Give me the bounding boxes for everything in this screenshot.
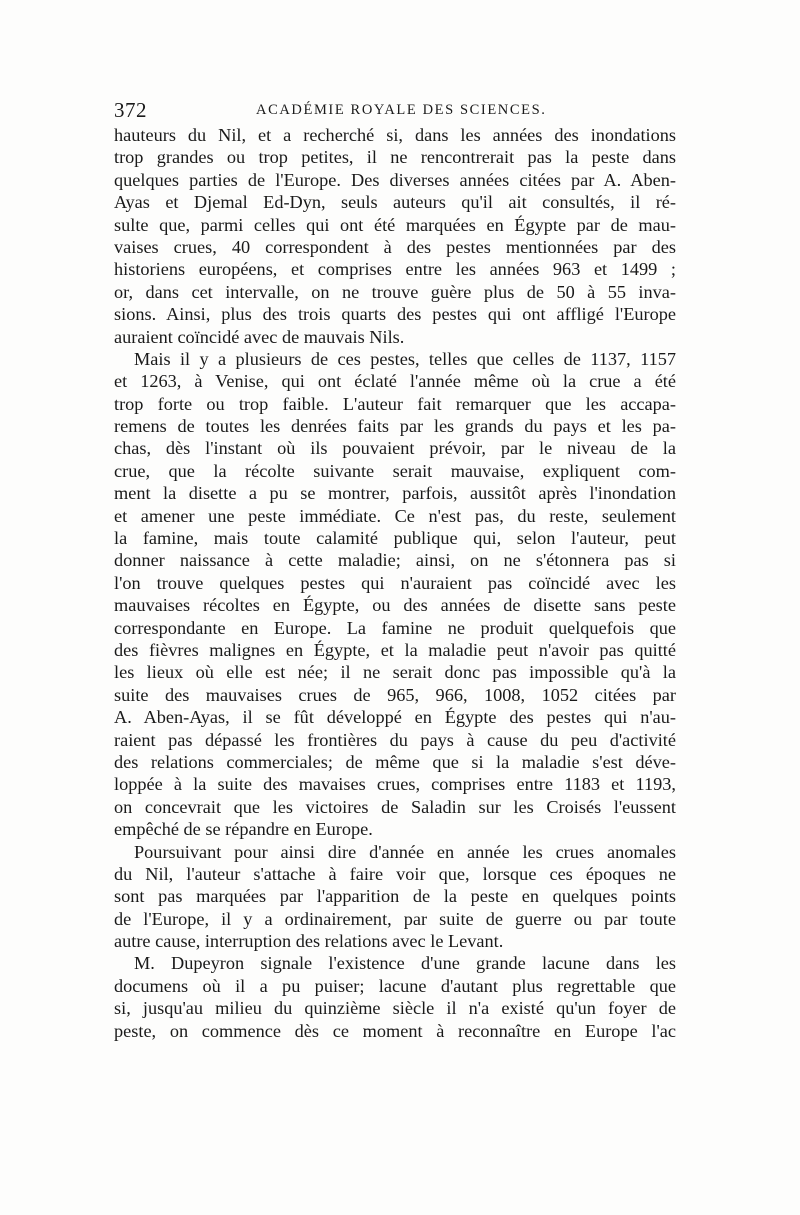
text-line: des relations commerciales; de même que si la maladie s'est déve- bbox=[114, 751, 676, 772]
page-header bbox=[114, 98, 674, 126]
text-line: Ayas et Djemal Ed-Dyn, seuls auteurs qu'il ait consultés, il ré- bbox=[114, 192, 676, 213]
text-line: quelques parties de l'Europe. Des diverses années citées par A. Aben- bbox=[114, 169, 676, 190]
page-number: 372 bbox=[114, 98, 147, 122]
text-line: sulte que, parmi celles qui ont été marquées en Égypte par de mau- bbox=[114, 214, 676, 235]
text-line: donner naissance à cette maladie; ainsi, on ne s'étonnera pas si bbox=[114, 550, 676, 571]
text-line: or, dans cet intervalle, on ne trouve guère plus de 50 à 55 inva- bbox=[114, 281, 676, 302]
paragraph-end-line: empêché de se répandre en Europe. bbox=[114, 819, 373, 840]
text-line: si, jusqu'au milieu du quinzième siècle il n'a existé qu'un foyer de bbox=[114, 998, 676, 1019]
text-line: mauvaises récoltes en Égypte, ou des années de disette sans peste bbox=[114, 595, 676, 616]
text-line: historiens européens, et comprises entre les années 963 et 1499 ; bbox=[114, 259, 676, 280]
text-line: l'on trouve quelques pestes qui n'auraient pas coïncidé avec les bbox=[114, 572, 676, 593]
text-line: loppée à la suite des mavaises crues, comprises entre 1183 et 1193, bbox=[114, 774, 676, 795]
text-line: et 1263, à Venise, qui ont éclaté l'année même où la crue a été bbox=[114, 371, 676, 392]
text-line: A. Aben-Ayas, il se fût développé en Égypte des pestes qui n'au- bbox=[114, 707, 676, 728]
text-line: sont pas marquées par l'apparition de la peste en quelques points bbox=[114, 886, 676, 907]
text-line: sions. Ainsi, plus des trois quarts des pestes qui ont affligé l'Europe bbox=[114, 304, 676, 325]
paragraph-start-line: Mais il y a plusieurs de ces pestes, telles que celles de 1137, 1157 bbox=[134, 348, 676, 369]
text-line: trop grandes ou trop petites, il ne rencontrerait pas la peste dans bbox=[114, 147, 676, 168]
text-line: et amener une peste immédiate. Ce n'est pas, du reste, seulement bbox=[114, 505, 676, 526]
text-line: raient pas dépassé les frontières du pays à cause du peu d'activité bbox=[114, 729, 676, 750]
text-line: on concevrait que les victoires de Saladin sur les Croisés l'eussent bbox=[114, 796, 676, 817]
paragraph-end-line: autre cause, interruption des relations avec le Levant. bbox=[114, 931, 504, 952]
text-line: du Nil, l'auteur s'attache à faire voir que, lorsque ces époques ne bbox=[114, 863, 676, 884]
text-line: suite des mauvaises crues de 965, 966, 1008, 1052 citées par bbox=[114, 684, 676, 705]
text-line: de l'Europe, il y a ordinairement, par suite de guerre ou par toute bbox=[114, 908, 676, 929]
running-title: ACADÉMIE ROYALE DES SCIENCES. bbox=[256, 102, 547, 118]
text-line: chas, dès l'instant où ils pouvaient prévoir, par le niveau de la bbox=[114, 438, 676, 459]
text-line: remens de toutes les denrées faits par les grands du pays et les pa- bbox=[114, 416, 676, 437]
text-line: documens où il a pu puiser; lacune d'autant plus regrettable que bbox=[114, 975, 676, 996]
text-line: peste, on commence dès ce moment à reconnaître en Europe l'ac bbox=[114, 1020, 676, 1041]
text-line: la famine, mais toute calamité publique qui, selon l'auteur, peut bbox=[114, 528, 676, 549]
paragraph-start-line: Poursuivant pour ainsi dire d'année en année les crues anomales bbox=[134, 841, 676, 862]
text-line: les lieux où elle est née; il ne serait donc pas impossible qu'à la bbox=[114, 662, 676, 683]
text-line: ment la disette a pu se montrer, parfois, aussitôt après l'inondation bbox=[114, 483, 676, 504]
text-line: trop forte ou trop faible. L'auteur fait remarquer que les accapa- bbox=[114, 393, 676, 414]
text-line: vaises crues, 40 correspondent à des pestes mentionnées par des bbox=[114, 236, 676, 257]
paragraph-start-line: M. Dupeyron signale l'existence d'une grande lacune dans les bbox=[134, 953, 676, 974]
text-line: correspondante en Europe. La famine ne produit quelquefois que bbox=[114, 617, 676, 638]
body-text bbox=[114, 124, 676, 1042]
text-line: des fièvres malignes en Égypte, et la maladie peut n'avoir pas quitté bbox=[114, 639, 676, 660]
text-line: hauteurs du Nil, et a recherché si, dans les années des inondations bbox=[114, 125, 676, 145]
paragraph-end-line: auraient coïncidé avec de mauvais Nils. bbox=[114, 326, 405, 347]
text-line: crue, que la récolte suivante serait mauvaise, expliquent com- bbox=[114, 460, 676, 481]
